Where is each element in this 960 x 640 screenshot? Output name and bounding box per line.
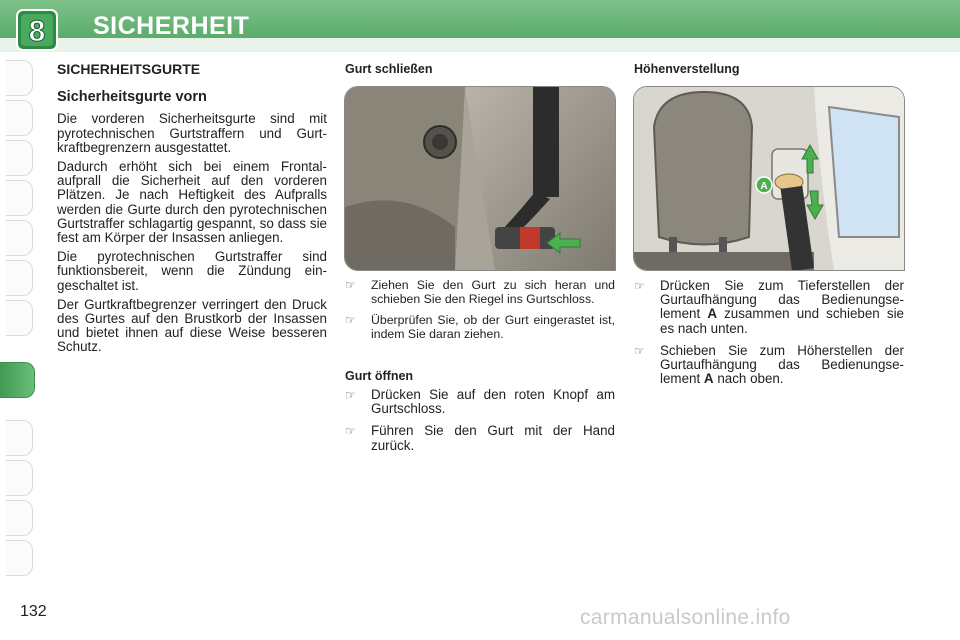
hand-pointer-icon: ☞ — [345, 313, 356, 327]
hand-pointer-icon: ☞ — [345, 388, 356, 402]
hand-pointer-icon: ☞ — [634, 343, 645, 358]
paragraph: Dadurch erhöht sich bei einem Frontalaufprall die Sicherheit auf den vorderen Plätzen. Je nach Heftigkeit des Aufpralls werden die Gurte durch den pyrotechnischen Gurtstraffer schlagartig gespannt, so dass sie fest am Körper der Insassen anliegen. — [57, 159, 327, 246]
chapter-tab-4[interactable] — [6, 180, 33, 216]
chapter-tab-1[interactable] — [6, 60, 33, 96]
list-item: ☞ Drücken Sie auf den roten Knopf am Gurtschloss. — [345, 387, 615, 417]
buckle-instructions — [345, 279, 615, 349]
chapter-tab-2[interactable] — [6, 100, 33, 136]
buckle-illustration — [344, 86, 616, 271]
list-item: ☞ Führen Sie den Gurt mit der Hand zurück. — [345, 423, 615, 453]
paragraph: Die vorderen Sicherheitsgurte sind mit pyrotechnischen Gurtstraffern und Gurtkraftbegrenzern ausgestattet. — [57, 111, 327, 155]
list-item: ☞ Ziehen Sie den Gurt zu sich heran und schieben Sie den Riegel ins Gurtschloss. — [345, 278, 615, 306]
height-adjust-illustration — [633, 86, 905, 271]
left-column — [57, 62, 327, 360]
section-subheading: Sicherheitsgurte vorn — [57, 89, 207, 106]
list-item: ☞ Überprüfen Sie, ob der Gurt eingerastet ist, indem Sie daran ziehen. — [345, 313, 615, 341]
unbuckle-instructions — [345, 388, 615, 461]
chapter-tab-10[interactable] — [6, 460, 33, 496]
section-heading: SICHERHEITSGURTE — [57, 61, 201, 77]
hand-pointer-icon: ☞ — [345, 424, 356, 439]
hand-pointer-icon: ☞ — [345, 278, 356, 292]
buckle-heading: Gurt schließen — [345, 62, 433, 76]
page-number: 132 — [20, 603, 47, 620]
watermark: carmanualsonline.info — [580, 606, 791, 629]
chapter-tab-12[interactable] — [6, 540, 33, 576]
chapter-tab-7[interactable] — [6, 300, 33, 336]
unbuckle-heading: Gurt öffnen — [345, 369, 414, 383]
hand-pointer-icon: ☞ — [634, 279, 645, 293]
chapter-tab-11[interactable] — [6, 500, 33, 536]
paragraph: Die pyrotechnischen Gurtstraffer sind funktionsbereit, wenn die Zündung eingeschaltet ist. — [57, 249, 327, 293]
height-adjust-instructions — [634, 279, 904, 394]
paragraph: Der Gurtkraftbegrenzer verringert den Druck des Gurtes auf den Brustkorb der Insassen und bietet ihnen auf diese Weise besseren Schutz. — [57, 296, 327, 355]
list-item: ☞ Drücken Sie zum Tieferstellen der Gurtaufhängung das Bedienungselement A zusammen und schieben sie es nach unten. — [634, 278, 904, 336]
chapter-tab-5[interactable] — [6, 220, 33, 256]
page-title: SICHERHEIT — [93, 12, 250, 40]
chapter-badge — [14, 8, 60, 52]
chapter-tabs — [0, 60, 36, 580]
chapter-number: 8 — [28, 15, 46, 48]
chapter-tab-6[interactable] — [6, 260, 33, 296]
chapter-tab-9[interactable] — [6, 420, 33, 456]
chapter-tab-8-active[interactable] — [0, 362, 35, 398]
figure-label-a: A — [760, 181, 768, 192]
height-adjust-heading: Höhenverstellung — [634, 62, 740, 76]
chapter-tab-3[interactable] — [6, 140, 33, 176]
list-item: ☞ Schieben Sie zum Höherstellen der Gurtaufhängung das Bedienungselement A nach oben. — [634, 342, 904, 387]
